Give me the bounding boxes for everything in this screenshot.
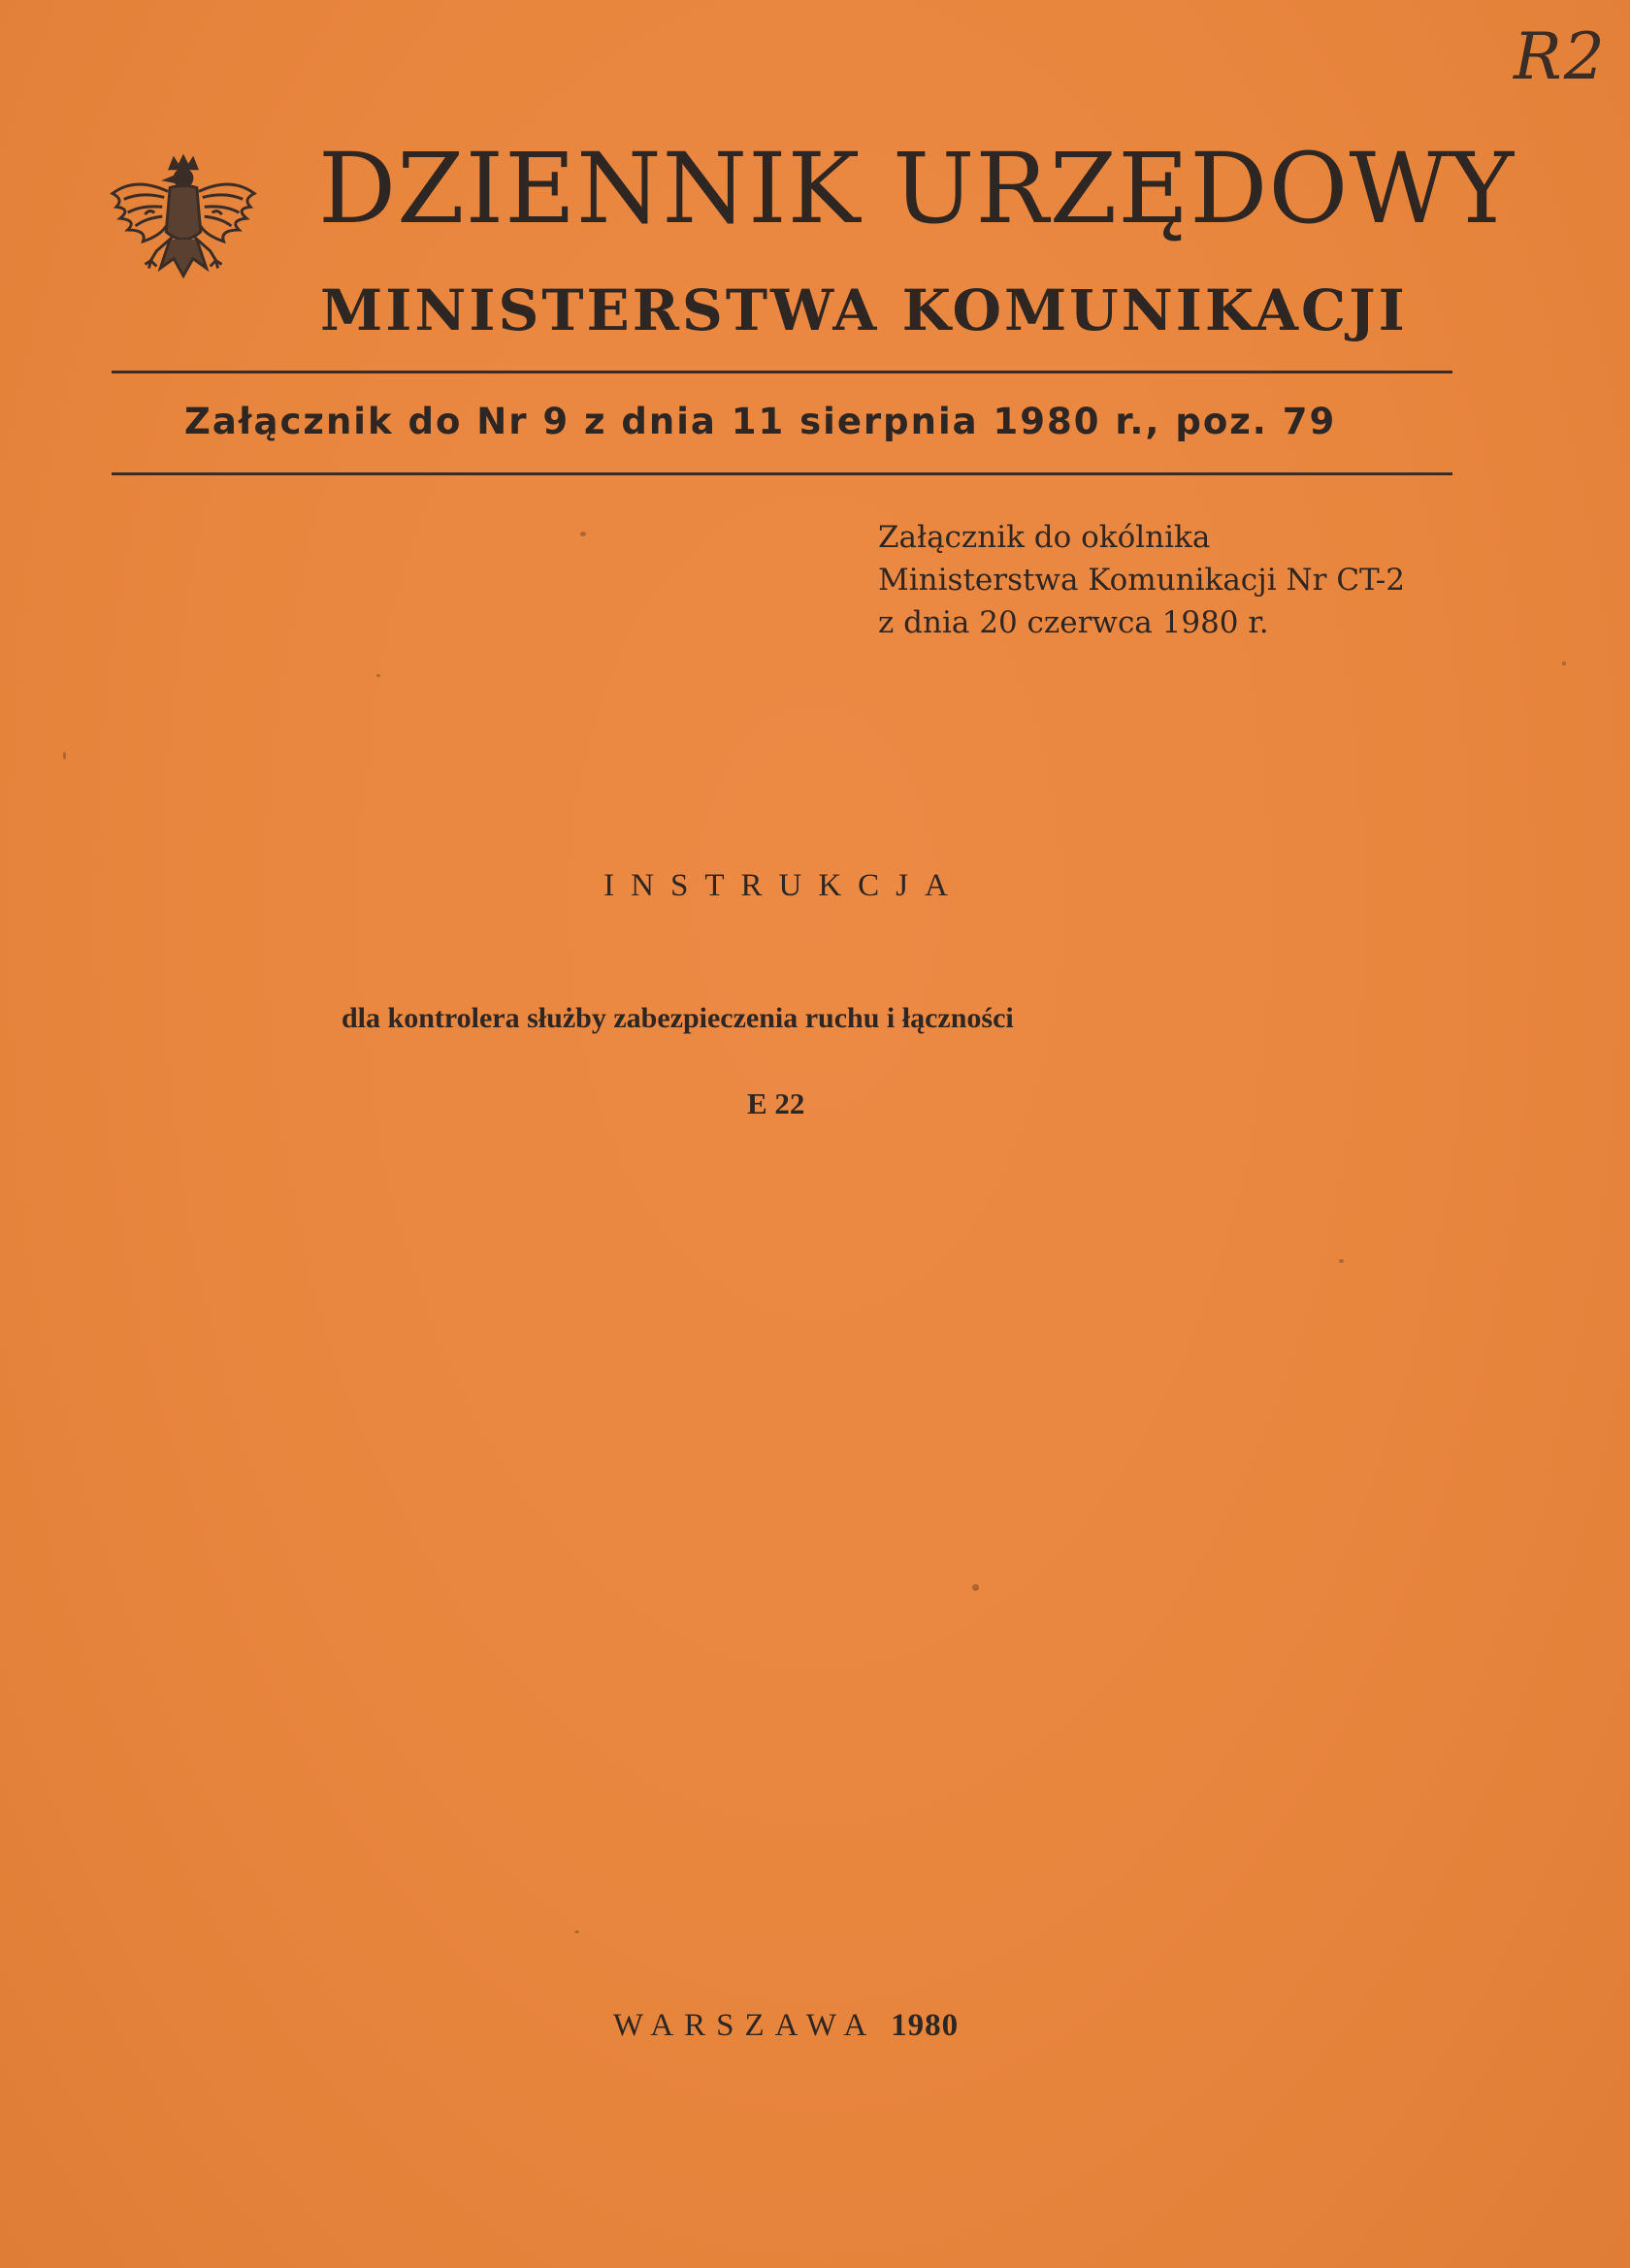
divider	[112, 371, 1452, 373]
paper-speck	[580, 532, 586, 536]
paper-speck	[376, 674, 380, 677]
journal-title: DZIENNIK URZĘDOWY	[318, 132, 1516, 245]
paper-speck	[1562, 662, 1566, 665]
circular-reference-line: Ministerstwa Komunikacji Nr CT-2	[878, 563, 1405, 598]
imprint-year: 1980	[891, 2008, 960, 2043]
journal-subtitle: MINISTERSTWA KOMUNIKACJI	[320, 277, 1408, 343]
document-code: E 22	[747, 1086, 805, 1120]
paper-speck	[1339, 1259, 1344, 1263]
circular-reference-line: z dnia 20 czerwca 1980 r.	[878, 605, 1269, 640]
polish-eagle-emblem-icon	[107, 153, 260, 301]
imprint-city: WARSZAWA	[612, 2008, 878, 2043]
document-subject: dla kontrolera służby zabezpieczenia ruchu i łączności	[342, 1002, 1014, 1034]
paper-speck	[574, 1930, 579, 1933]
document-type: INSTRUKCJA	[603, 868, 964, 903]
annex-reference: Załącznik do Nr 9 z dnia 11 sierpnia 1980 r., poz. 79	[184, 401, 1337, 442]
paper-speck	[63, 752, 66, 760]
circular-reference-line: Załącznik do okólnika	[878, 520, 1211, 555]
imprint	[0, 2008, 1572, 2044]
divider	[112, 472, 1452, 475]
circular-reference	[878, 516, 1460, 644]
paper-speck	[972, 1584, 979, 1591]
handwritten-annotation: R2	[1514, 19, 1607, 94]
